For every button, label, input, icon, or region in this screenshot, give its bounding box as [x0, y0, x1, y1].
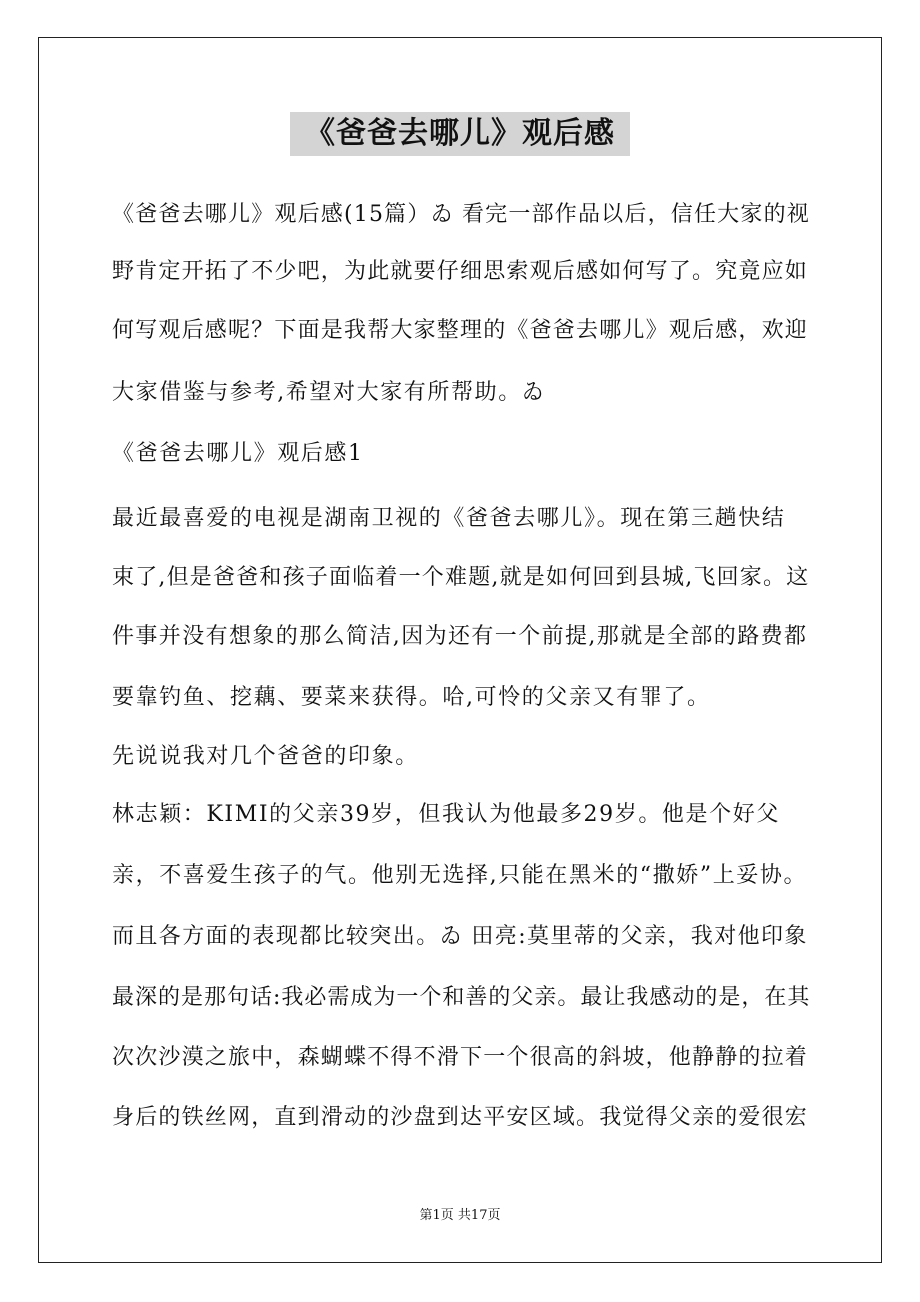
- body-line: 最深的是那句话:我必需成为一个和善的父亲。最让我感动的是，在其: [112, 985, 811, 1010]
- body-line: 要靠钓鱼、挖藕、要菜来获得。哈,可怜的父亲又有罪了。: [112, 685, 711, 710]
- body-line: 身后的铁丝网，直到滑动的沙盘到达平安区域。我觉得父亲的爱很宏: [112, 1105, 809, 1130]
- body-line: 次次沙漠之旅中，森蝴蝶不得不滑下一个很高的斜坡，他静静的拉着: [112, 1045, 809, 1070]
- body-line: 束了,但是爸爸和孩子面临着一个难题,就是如何回到县城,飞回家。这: [112, 565, 810, 590]
- section-heading: 《爸爸去哪儿》观后感1: [112, 441, 364, 466]
- body-line: 先说说我对几个爸爸的印象。: [112, 744, 419, 769]
- document-title: 《爸爸去哪儿》观后感: [290, 112, 630, 156]
- body-line: 件事并没有想象的那么简洁,因为还有一个前提,那就是全部的路费都: [112, 624, 808, 649]
- body-line: 大家借鉴与参考,希望对大家有所帮助。ゐ: [112, 380, 546, 405]
- body-line: 而且各方面的表现都比较突出。ゐ 田亮:莫里蒂的父亲，我对他印象: [112, 924, 808, 949]
- body-line: 《爸爸去哪儿》观后感(15篇）ゐ 看完一部作品以后，信任大家的视: [112, 202, 810, 227]
- page-number-footer: 第1页 共17页: [419, 1208, 501, 1223]
- body-line: 最近最喜爱的电视是湖南卫视的《爸爸去哪儿》。现在第三趟快结: [112, 506, 786, 531]
- body-line: 林志颖：KIMI的父亲39岁，但我认为他最多29岁。他是个好父: [112, 802, 780, 827]
- body-line: 何写观后感呢？下面是我帮大家整理的《爸爸去哪儿》观后感，欢迎: [112, 318, 809, 343]
- body-line: 野肯定开拓了不少吧，为此就要仔细思索观后感如何写了。究竟应如: [112, 259, 809, 284]
- body-line: 亲，不喜爱生孩子的气。他别无选择,只能在黑米的“撒娇”上妥协。: [112, 863, 808, 888]
